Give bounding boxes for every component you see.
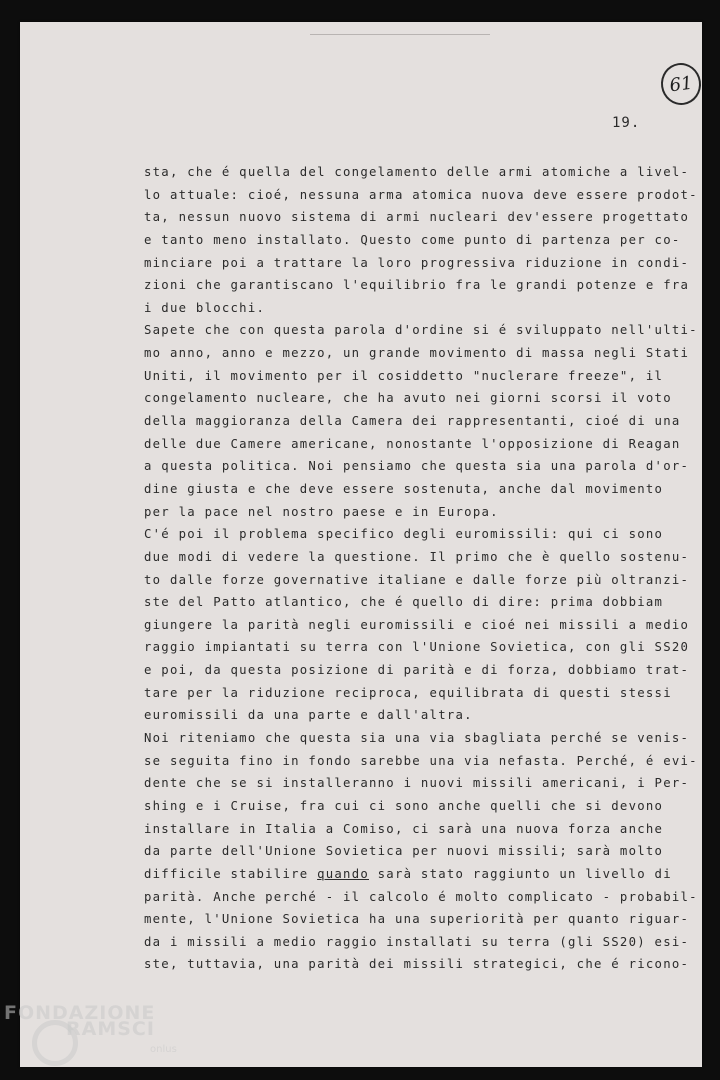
document-body — [144, 161, 698, 976]
text-line: due modi di vedere la questione. Il primo che è quello sostenu- — [144, 549, 690, 564]
text-line: per la pace nel nostro paese e in Europa. — [144, 504, 499, 519]
text-line: mente, l'Unione Sovietica ha una superiorità per quanto riguar- — [144, 912, 690, 927]
text-line: e tanto meno installato. Questo come punto di partenza per co- — [144, 232, 681, 247]
text-line: lo attuale: cioé, nessuna arma atomica nuova deve essere prodot- — [144, 187, 698, 202]
text-line: installare in Italia a Comiso, ci sarà una nuova forza anche — [144, 821, 664, 836]
text-line: minciare poi a trattare la loro progressiva riduzione in condi- — [144, 255, 690, 270]
scan-mark — [310, 34, 490, 35]
text-line: e poi, da questa posizione di parità e di forza, dobbiamo trat- — [144, 663, 690, 678]
logo-text-line2: RAMSCI — [66, 1018, 155, 1040]
text-line: mo anno, anno e mezzo, un grande movimento di massa negli Stati — [144, 346, 690, 361]
text-line: dine giusta e che deve essere sostenuta, anche dal movimento — [144, 481, 664, 496]
text-line: Sapete che con questa parola d'ordine si é sviluppato nell'ulti- — [144, 323, 698, 338]
text-line: se seguita fino in fondo sarebbe una via nefasta. Perché, é evi- — [144, 753, 698, 768]
text-line: ta, nessun nuovo sistema di armi nucleari dev'essere progettato — [144, 210, 690, 225]
text-line: tare per la riduzione reciproca, equilibrata di questi stessi — [144, 685, 672, 700]
text-line: ste del Patto atlantico, che é quello di dire: prima dobbiam — [144, 595, 664, 610]
text-line: raggio impiantati su terra con l'Unione Sovietica, con gli SS20 — [144, 640, 690, 655]
page-number: 19. — [612, 115, 641, 131]
text-line: C'é poi il problema specifico degli euromissili: qui ci sono — [144, 527, 664, 542]
text-line: ste, tuttavia, una parità dei missili strategici, che é ricono- — [144, 957, 690, 972]
text-line: zioni che garantiscano l'equilibrio fra le grandi potenze e fra — [144, 278, 690, 293]
underlined-word: quando — [317, 866, 369, 881]
text-line: congelamento nucleare, che ha avuto nei giorni scorsi il voto — [144, 391, 672, 406]
text-line: Uniti, il movimento per il cosiddetto "nuclerare freeze", il — [144, 368, 664, 383]
text-line: to dalle forze governative italiane e dalle forze più oltranzi- — [144, 572, 690, 587]
fondazione-gramsci-logo — [4, 1000, 184, 1078]
text-line: difficile stabilire quando sarà stato raggiunto un livello di — [144, 866, 672, 881]
archive-stamp — [658, 60, 703, 107]
text-line: i due blocchi. — [144, 300, 266, 315]
logo-onlus-text: onlus — [150, 1044, 177, 1055]
text-line: shing e i Cruise, fra cui ci sono anche quelli che si devono — [144, 798, 664, 813]
text-line: giungere la parità negli euromissili e cioé nei missili a medio — [144, 617, 690, 632]
text-line: della maggioranza della Camera dei rappresentanti, cioé di una — [144, 414, 681, 429]
text-line: da i missili a medio raggio installati su terra (gli SS20) esi- — [144, 934, 690, 949]
text-line: Noi riteniamo che questa sia una via sbagliata perché se venis- — [144, 731, 690, 746]
stamp-number: 61 — [668, 72, 694, 96]
text-line: a questa politica. Noi pensiamo che questa sia una parola d'or- — [144, 459, 690, 474]
text-line: euromissili da una parte e dall'altra. — [144, 708, 473, 723]
logo-text-line1: FONDAZIONE — [4, 1002, 156, 1024]
text-line: delle due Camere americane, nonostante l'opposizione di Reagan — [144, 436, 681, 451]
text-line: parità. Anche perché - il calcolo é molto complicato - probabil- — [144, 889, 698, 904]
text-line: dente che se si installeranno i nuovi missili americani, i Per- — [144, 776, 690, 791]
text-line: sta, che é quella del congelamento delle armi atomiche a livel- — [144, 165, 690, 179]
text-line: da parte dell'Unione Sovietica per nuovi missili; sarà molto — [144, 844, 664, 859]
